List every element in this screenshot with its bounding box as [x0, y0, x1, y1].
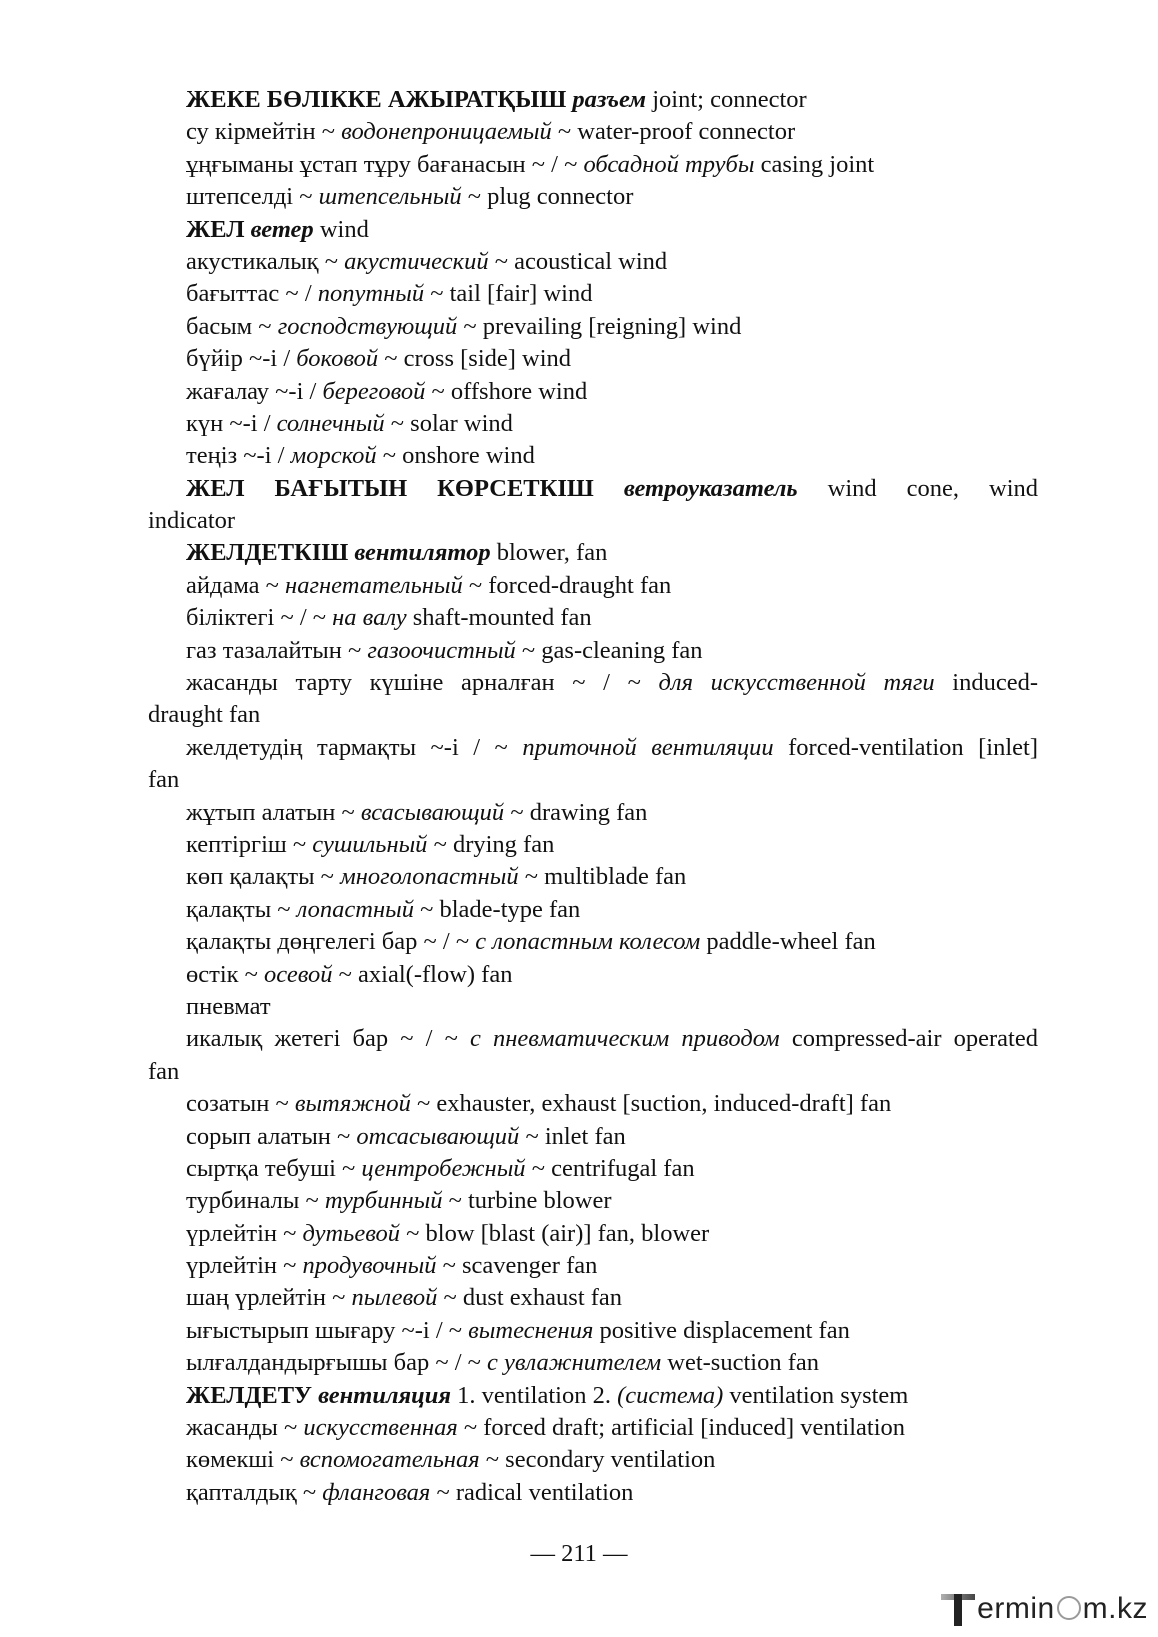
- russian-term: приточной вентиляции: [522, 733, 774, 761]
- russian-term: с увлажнителем: [487, 1349, 662, 1377]
- entry-subterm-line: [148, 1282, 1038, 1314]
- term-text: indicator: [148, 507, 236, 535]
- russian-headword: разъем: [572, 86, 647, 113]
- entry-subterm-line: [148, 602, 1038, 634]
- entry-headword-line: [148, 1380, 1038, 1412]
- term-text: ~ forced-draught fan: [462, 571, 672, 599]
- entry-subterm-line: [148, 181, 1038, 213]
- term-text: ылғалдандырғышы бар ~ / ~: [186, 1349, 488, 1377]
- russian-term: пылевой: [351, 1284, 438, 1312]
- entry-subterm-line: [148, 149, 1038, 181]
- term-text: fan: [148, 766, 180, 794]
- russian-term: с пневматическим приводом: [470, 1025, 780, 1053]
- term-text: жасанды тарту күшіне арналған ~ / ~: [186, 669, 659, 697]
- entry-headword-line: [148, 537, 1038, 569]
- term-text: ~ exhauster, exhaust [suction, induced-draft] fan: [410, 1090, 892, 1118]
- dictionary-page-body: [148, 84, 1038, 1509]
- term-text: біліктегі ~ / ~: [186, 604, 333, 632]
- russian-term: морской: [290, 442, 377, 470]
- entry-subterm-line: [148, 1218, 1038, 1250]
- russian-term: вспомогательная: [299, 1446, 480, 1474]
- term-text: бүйір ~-і /: [186, 345, 297, 373]
- term-text: жұтып алатын ~: [186, 798, 361, 826]
- term-text: ~ prevailing [reigning] wind: [457, 312, 742, 340]
- term-text: forced-ventilation [inlet]: [773, 733, 1038, 761]
- term-text: басым ~: [186, 312, 278, 340]
- entry-subterm-line: [148, 667, 1038, 699]
- term-text: шаң үрлейтін ~: [186, 1284, 352, 1312]
- term-text: ~ water-proof connector: [551, 118, 796, 146]
- term-text: желдетудің тармақты ~-і / ~: [186, 733, 523, 761]
- entry-subterm-line: [148, 1347, 1038, 1379]
- entry-subterm-line: [148, 440, 1038, 472]
- term-text: өстік ~: [186, 960, 265, 988]
- term-text: ~ centrifugal fan: [525, 1154, 695, 1182]
- term-text: draught fan: [148, 701, 261, 729]
- term-text: сорып алатын ~: [186, 1122, 357, 1150]
- entry-subterm-line: [148, 991, 1038, 1023]
- russian-term: (система): [617, 1381, 724, 1409]
- russian-term: на валу: [332, 604, 407, 632]
- term-text: қалақты ~: [186, 895, 297, 923]
- term-text: ~ multiblade fan: [518, 863, 687, 891]
- entry-subterm-line: [148, 1121, 1038, 1153]
- entry-subterm-line: [148, 376, 1038, 408]
- russian-term: многолопастный: [340, 863, 519, 891]
- term-text: ~ onshore wind: [376, 442, 535, 470]
- term-text: жасанды ~: [186, 1414, 304, 1442]
- term-text: турбиналы ~: [186, 1187, 325, 1215]
- entry-continuation-line: [148, 505, 1038, 537]
- russian-term: вытеснения: [468, 1316, 594, 1344]
- entry-headword-line: [148, 473, 1038, 505]
- term-text: айдама ~: [186, 571, 286, 599]
- term-text: joint; connector: [646, 86, 807, 113]
- entry-subterm-line: [148, 1088, 1038, 1120]
- entry-subterm-line: [148, 408, 1038, 440]
- entry-subterm-line: [148, 829, 1038, 861]
- term-text: күн ~-і /: [186, 409, 277, 437]
- term-text: жағалау ~-і /: [186, 377, 323, 405]
- russian-term: попутный: [317, 280, 425, 308]
- entry-continuation-line: [148, 699, 1038, 731]
- entry-headword-line: [148, 84, 1038, 116]
- entry-subterm-line: [148, 635, 1038, 667]
- term-text: wet-suction fan: [661, 1349, 819, 1377]
- entry-subterm-line: [148, 959, 1038, 991]
- term-text: ~ cross [side] wind: [378, 345, 572, 373]
- kazakh-headword: ЖЕЛ БАҒЫТЫН КӨРСЕТКІШ: [186, 474, 624, 502]
- russian-term: газоочистный: [367, 636, 516, 664]
- term-text: созатын ~: [186, 1090, 295, 1118]
- term-text: штепселді ~: [186, 183, 319, 211]
- entry-subterm-line: [148, 278, 1038, 310]
- entry-subterm-line: [148, 343, 1038, 375]
- term-text: қалақты дөңгелегі бар ~ / ~: [186, 928, 476, 956]
- russian-headword: вентилятор: [354, 539, 491, 567]
- site-watermark: [941, 1590, 1148, 1628]
- entry-subterm-line: [148, 1444, 1038, 1476]
- term-text: үрлейтін ~: [186, 1219, 303, 1247]
- entry-subterm-line: [148, 894, 1038, 926]
- entry-subterm-line: [148, 311, 1038, 343]
- entry-subterm-line: [148, 1185, 1038, 1217]
- entry-subterm-line: [148, 1315, 1038, 1347]
- term-text: қапталдық ~: [186, 1478, 323, 1506]
- russian-term: береговой: [322, 377, 426, 405]
- term-text: акустикалық ~: [186, 247, 345, 275]
- term-text: ~ drawing fan: [504, 798, 648, 826]
- term-text: ығыстырып шығару ~-і / ~: [186, 1316, 469, 1344]
- term-text: ~ turbine blower: [442, 1187, 612, 1215]
- russian-term: господствующий: [277, 312, 458, 340]
- term-text: fan: [148, 1057, 180, 1085]
- kazakh-headword: ЖЕЛДЕТУ: [186, 1381, 319, 1409]
- entry-subterm-line: [148, 926, 1038, 958]
- term-text: wind cone, wind: [797, 474, 1038, 502]
- russian-term: фланговая: [322, 1478, 431, 1506]
- kazakh-headword: ЖЕЛДЕТКІШ: [186, 539, 355, 567]
- term-text: ~ plug connector: [461, 183, 634, 211]
- russian-term: акустический: [344, 247, 489, 275]
- russian-term: центробежный: [361, 1154, 526, 1182]
- term-text: shaft-mounted fan: [406, 604, 592, 632]
- term-text: көмекші ~: [186, 1446, 300, 1474]
- term-text: сыртқа тебуші ~: [186, 1154, 362, 1182]
- russian-headword: ветроуказатель: [623, 474, 798, 502]
- term-text: газ тазалайтын ~: [186, 636, 368, 664]
- russian-term: боковой: [296, 345, 379, 373]
- watermark-text: ermin m.kz: [977, 1592, 1148, 1625]
- term-text: ~ scavenger fan: [436, 1252, 598, 1280]
- entry-subterm-line: [148, 1412, 1038, 1444]
- russian-term: обсадной трубы: [583, 150, 755, 178]
- russian-term: с лопастным колесом: [475, 928, 701, 956]
- page-number: — 211 —: [530, 1540, 628, 1567]
- russian-term: турбинный: [324, 1187, 443, 1215]
- russian-term: дутьевой: [302, 1219, 401, 1247]
- watermark-logo-icon: [941, 1590, 975, 1628]
- kazakh-headword: ЖЕКЕ БӨЛІККЕ АЖЫРАТҚЫШ: [186, 86, 573, 113]
- russian-term: отсасывающий: [356, 1122, 520, 1150]
- term-text: икалық жетегі бар ~ / ~: [186, 1025, 470, 1053]
- entry-subterm-line: [148, 1477, 1038, 1509]
- russian-headword: ветер: [250, 215, 314, 243]
- term-text: ұңғыманы ұстап тұру бағанасын ~ / ~: [186, 150, 584, 178]
- russian-term: лопастный: [296, 895, 414, 923]
- kazakh-headword: ЖЕЛ: [186, 215, 251, 243]
- russian-term: продувочный: [302, 1252, 437, 1280]
- russian-term: нагнетательный: [285, 571, 463, 599]
- term-text: induced-: [934, 669, 1038, 697]
- term-text: теңіз ~-і /: [186, 442, 291, 470]
- russian-term: водонепроницаемый: [341, 118, 552, 146]
- term-text: ~ solar wind: [384, 409, 513, 437]
- term-text: ~ offshore wind: [425, 377, 588, 405]
- term-text: casing joint: [754, 150, 875, 178]
- entry-subterm-line: [148, 861, 1038, 893]
- term-text: көп қалақты ~: [186, 863, 341, 891]
- magnifier-icon: [1057, 1596, 1081, 1620]
- russian-term: вытяжной: [294, 1090, 411, 1118]
- term-text: ~ radical ventilation: [430, 1478, 634, 1506]
- term-text: ~ blow [blast (air)] fan, blower: [400, 1219, 710, 1247]
- russian-term: всасывающий: [360, 798, 505, 826]
- entry-headword-line: [148, 214, 1038, 246]
- russian-headword: вентиляция: [318, 1381, 452, 1409]
- term-text: paddle-wheel fan: [700, 928, 876, 956]
- entry-subterm-line: [148, 570, 1038, 602]
- term-text: үрлейтін ~: [186, 1252, 303, 1280]
- russian-term: солнечный: [276, 409, 385, 437]
- entry-subterm-line: [148, 1153, 1038, 1185]
- term-text: ~ drying fan: [427, 830, 555, 858]
- russian-term: осевой: [264, 960, 333, 988]
- term-text: ~ axial(-flow) fan: [332, 960, 513, 988]
- term-text: ~ blade-type fan: [413, 895, 581, 923]
- term-text: ventilation system: [723, 1381, 909, 1409]
- term-text: 1. ventilation 2.: [451, 1381, 618, 1409]
- russian-term: сушильный: [312, 830, 428, 858]
- term-text: ~ tail [fair] wind: [424, 280, 593, 308]
- term-text: positive displacement fan: [593, 1316, 850, 1344]
- term-text: ~ secondary ventilation: [479, 1446, 716, 1474]
- russian-term: искусственная: [303, 1414, 458, 1442]
- term-text: су кірмейтін ~: [186, 118, 342, 146]
- entry-subterm-line: [148, 797, 1038, 829]
- term-text: wind: [313, 215, 369, 243]
- entry-subterm-line: [148, 732, 1038, 764]
- entry-subterm-line: [148, 116, 1038, 148]
- term-text: ~ gas-cleaning fan: [515, 636, 703, 664]
- entry-subterm-line: [148, 1250, 1038, 1282]
- term-text: кептіргіш ~: [186, 830, 313, 858]
- term-text: пневмат: [186, 992, 271, 1020]
- term-text: blower, fan: [490, 539, 608, 567]
- term-text: ~ inlet fan: [519, 1122, 626, 1150]
- entry-subterm-line: [148, 1023, 1038, 1055]
- term-text: ~ dust exhaust fan: [437, 1284, 623, 1312]
- russian-term: штепсельный: [318, 183, 462, 211]
- term-text: бағыттас ~ /: [186, 280, 318, 308]
- term-text: compressed-air operated: [779, 1025, 1038, 1053]
- term-text: ~ forced draft; artificial [induced] ventilation: [457, 1414, 906, 1442]
- russian-term: для искусственной тяги: [658, 669, 935, 697]
- entry-continuation-line: [148, 1056, 1038, 1088]
- entry-continuation-line: [148, 764, 1038, 796]
- term-text: ~ acoustical wind: [488, 247, 668, 275]
- entry-subterm-line: [148, 246, 1038, 278]
